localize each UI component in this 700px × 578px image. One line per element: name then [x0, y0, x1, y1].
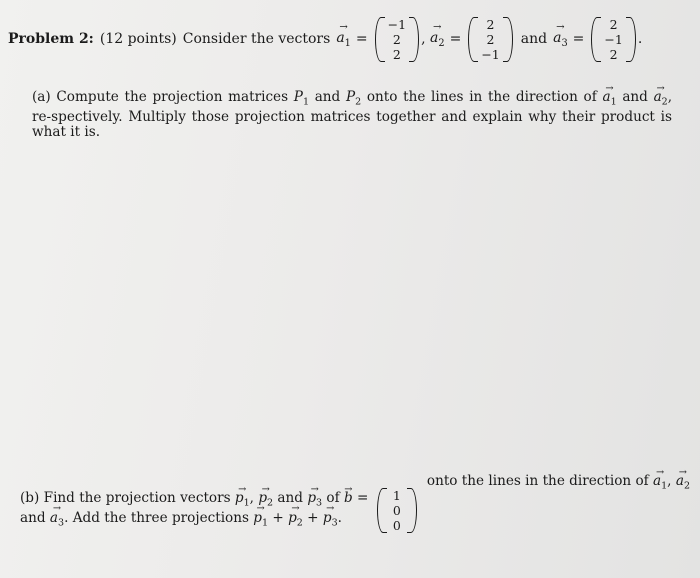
problem-label: Problem 2:	[8, 31, 94, 47]
vector-b-name: → b	[344, 491, 353, 506]
vector-a3-name: → $a_3$	[553, 30, 568, 49]
part-b: (b) Find the projection vectors → $p_1$, → $p_2$ and → $p_3$ of → b = and → $a_3$. Add the three projections → $p_1$ + → $p_2$ + → $p_3$. 1 0 0 onto the lines in the direction of → $a_1$, → $a_2$	[20, 488, 690, 533]
vector-a2	[468, 17, 512, 62]
vector-p1: → $p_1$	[235, 491, 250, 511]
part-b-text-3: onto the lines in the direction of	[426, 473, 649, 489]
problem-intro: Consider the vectors	[182, 31, 331, 47]
vector-p3: → $p_3$	[307, 491, 322, 511]
vector-b-entry: 1	[392, 488, 401, 503]
part-a-text-3: re-spectively. Multiply those projection matrices together and explain why their product is what it is.	[32, 108, 672, 140]
vector-b	[377, 488, 417, 533]
part-a-text-2: onto the lines in the direction of	[366, 89, 597, 105]
vector-a2-entry: 2	[486, 16, 495, 32]
vector-a2-ref: → $a_2$	[654, 90, 668, 110]
vector-a2-name: → $a_2$	[430, 30, 445, 49]
vector-a1-entry: 2	[392, 46, 401, 62]
vector-a3-entry: −1	[604, 31, 623, 47]
part-b-text-1: Find the projection vectors	[43, 489, 231, 506]
vector-a1-ref-b: → $a_1$	[653, 474, 667, 494]
part-b-text-4: Add the three projections	[72, 509, 249, 526]
vector-a1-ref: → $a_1$	[602, 90, 616, 110]
part-a-text-1: Compute the projection matrices	[56, 89, 289, 105]
vector-a3-ref: → $a_3$	[50, 511, 64, 531]
part-a-and: and	[314, 89, 341, 105]
vector-a3-entry: 2	[609, 46, 618, 62]
vector-b-entry: 0	[392, 503, 401, 518]
part-b-label: (b)	[20, 489, 40, 506]
vector-a1-entry: −1	[387, 16, 407, 32]
matrix-p2: $P_2$	[345, 89, 362, 108]
problem-statement: Problem 2: (12 points) Consider the vectors → $a_1$ = −1 2 2 , → $a_2$ = 2 2 −1 and → $a_3$ = 2 −1 2 .	[8, 8, 698, 70]
vector-a1	[375, 17, 419, 62]
vector-a3-entry: 2	[609, 16, 618, 32]
part-b-text-2: of	[326, 489, 340, 506]
vector-a2-entry: −1	[481, 46, 500, 62]
vector-a2-ref-b: → $a_2$	[676, 474, 690, 494]
problem-points: (12 points)	[99, 31, 177, 47]
vector-p2: → $p_2$	[258, 491, 273, 511]
part-a: (a) Compute the projection matrices $P_1$ and $P_2$ onto the lines in the direction of → $a_1$ and → $a_2$, re-spectively. Multiply those projection matrices together and explain why their product is what it is.	[32, 90, 672, 140]
vector-b-entry: 0	[392, 518, 401, 533]
vector-a1-name: → $a_1$	[336, 30, 351, 49]
and-word: and	[520, 31, 548, 47]
part-a-label: (a)	[32, 89, 51, 105]
vector-a3	[591, 17, 635, 62]
vector-a1-entry: 2	[392, 31, 401, 47]
vector-a2-entry: 2	[486, 31, 495, 47]
matrix-p1: $P_1$	[293, 89, 309, 108]
